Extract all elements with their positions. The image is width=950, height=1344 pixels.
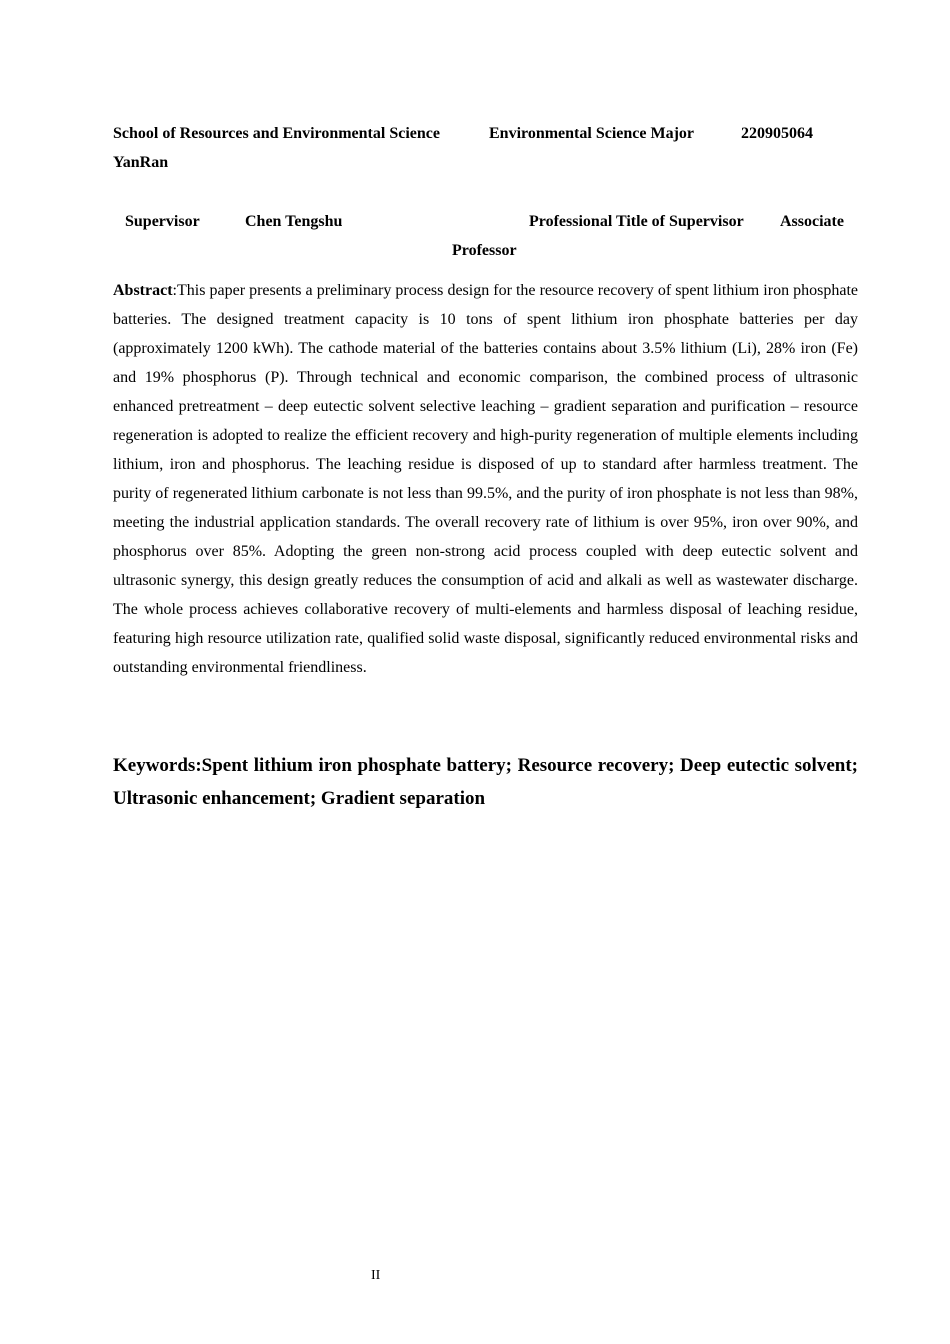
supervisor-title-value: Associate <box>780 213 844 230</box>
keywords-paragraph: Keywords:Spent lithium iron phosphate battery; Resource recovery; Deep eutectic solvent; Ultrasonic enhancement; Gradient separation <box>113 755 858 809</box>
major-name: Environmental Science Major <box>489 125 695 142</box>
supervisor-name: Chen Tengshu <box>245 213 343 230</box>
page-number: II <box>371 1268 381 1283</box>
abstract-label: Abstract <box>113 282 173 299</box>
student-id: 220905064 <box>741 125 813 142</box>
supervisor-title-label: Professional Title of Supervisor <box>529 213 744 230</box>
supervisor-title-value-cont: Professor <box>452 242 517 259</box>
abstract-paragraph <box>113 276 858 682</box>
supervisor-label: Supervisor <box>125 213 200 230</box>
student-name: YanRan <box>113 154 169 171</box>
abstract-text: This paper presents a preliminary process design for the resource recovery of spent lithium iron phosphate batteries. The designed treatment capacity is 10 tons of spent lithium iron phosphate batteries per day (approximately 1200 kWh). The cathode material of the batteries contains about 3.5% lithium (Li), 28% iron (Fe) and 19% phosphorus (P). Through technical and economic comparison, the combined process of ultrasonic enhanced pretreatment – deep eutectic solvent selective leaching – gradient separation and purification – resource regeneration is adopted to realize the efficient recovery and high-purity regeneration of multiple elements including lithium, iron and phosphorus. The leaching residue is disposed of up to standard after harmless treatment. The purity of regenerated lithium carbonate is not less than 99.5%, and the purity of iron phosphate is not less than 98%, meeting the industrial application standards. The overall recovery rate of lithium is over 95%, iron over 90%, and phosphorus over 85%. Adopting the green non-strong acid process coupled with deep eutectic solvent and ultrasonic synergy, this design greatly reduces the consumption of acid and alkali as well as wastewater discharge. The whole process achieves collaborative recovery of multi-elements and harmless disposal of leaching residue, featuring high resource utilization rate, qualified solid waste disposal, significantly reduced environmental risks and outstanding environmental friendliness. <box>113 282 858 676</box>
abstract-separator: : <box>172 282 177 299</box>
school-name: School of Resources and Environmental Science <box>113 125 440 142</box>
